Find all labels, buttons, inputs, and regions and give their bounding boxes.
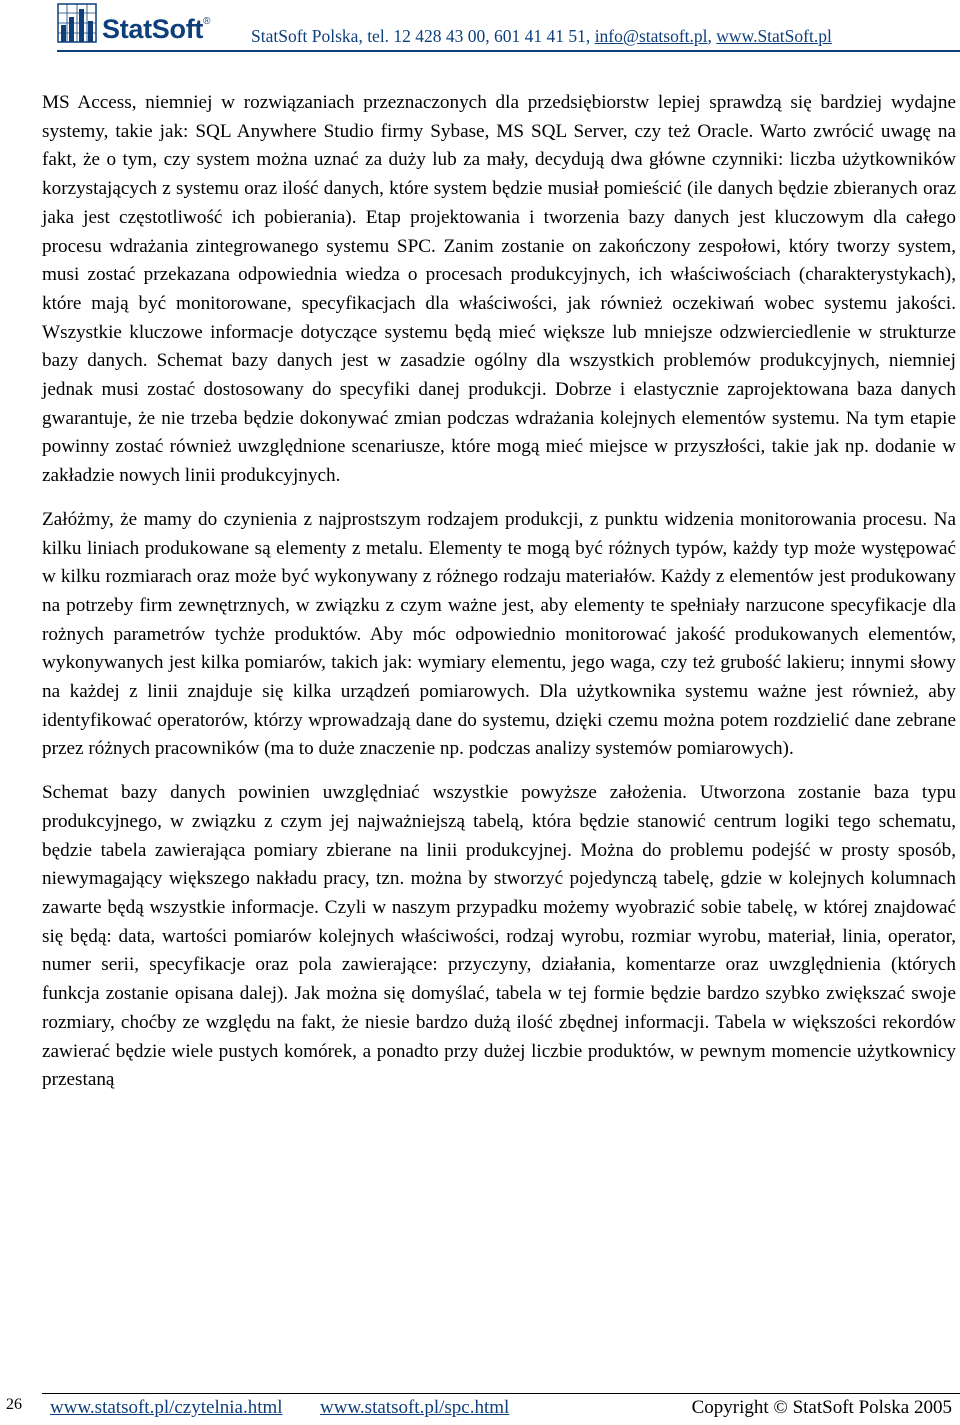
statsoft-logo-icon xyxy=(57,3,97,43)
header-phone-text: StatSoft Polska, tel. 12 428 43 00, 601 41 41 51, xyxy=(251,26,595,46)
page-number: 26 xyxy=(6,1396,22,1413)
brand-name: StatSoft® xyxy=(102,14,211,44)
header-email-link[interactable]: info@statsoft.pl xyxy=(594,26,708,46)
footer-link-spc[interactable]: www.statsoft.pl/spc.html xyxy=(320,1397,510,1418)
article-body xyxy=(42,89,956,1110)
paragraph: MS Access, niemniej w rozwiązaniach przeznaczonych dla przedsiębiorstw lepiej sprawdzą się bardziej wydajne systemy, takie jak: SQL Anywhere Studio firmy Sybase, MS SQL Server, czy też Oracle. Warto zwrócić uwagę na fakt, że o tym, czy system można uznać za duży lub za mały, decydują dwa główne czynniki: liczba użytkowników korzystających z systemu oraz ilość danych, które system będzie musiał pomieścić (ile danych będzie zbieranych oraz jaka jest częstotliwość ich pobierania). Etap projektowania i tworzenia bazy danych jest kluczowym dla całego procesu wdrażania zintegrowanego systemu SPC. Zanim zostanie on zakończony zespołowi, który tworzy system, musi zostać przekazana odpowiednia wiedza o procesach produkcyjnych, ich właściwościach (charakterystykach), które mają być monitorowane, specyfikacjach dla właściwości, jak również oczekiwań wobec systemu jakości. Wszystkie kluczowe informacje dotyczące systemu będą mieć większe lub mniejsze odzwierciedlenie w strukturze bazy danych. Schemat bazy danych jest w zasadzie ogólny dla wszystkich problemów produkcyjnych, niemniej jednak musi zostać dostosowany do specyfiki danej produkcji. Dobrze i elastycznie zaprojektowana baza danych gwarantuje, że nie trzeba będzie dokonywać zmian podczas wdrażania kolejnych elementów systemu. Na tym etapie powinny zostać również uwzględnione scenariusze, które mogą mieć miejsce w przyszłości, takie jak np. dodanie w zakładzie nowych linii produkcyjnych. xyxy=(42,92,956,487)
paragraph: Załóżmy, że mamy do czynienia z najprostszym rodzajem produkcji, z punktu widzenia monitorowania procesu. Na kilku liniach produkowane są elementy z metalu. Elementy te mogą być różnych typów, każdy typ może występować w kilku rozmiarach oraz może być wykonywany z różnego rodzaju materiałów. Każdy z elementów jest produkowany na potrzeby firm zewnętrznych, w związku z czym ważne jest, aby elementy te spełniały narzucone specyfikacje dla rożnych parametrów tychże produktów. Aby móc odpowiednio monitorować jakość produkowanych elementów, wykonywanych jest kilka pomiarów, takich jak: wymiary elementu, jego waga, czy też grubość lakieru; innymi słowy na każdej z linii znajduje się kilka urządzeń pomiarowych. Dla użytkownika systemu ważne jest również, aby identyfikować operatorów, którzy wprowadzają dane do systemu, dzięki czemu można potem rozdzielić dane zebrane przez różnych pracowników (ma to duże znaczenie np. podczas analizy systemów pomiarowych). xyxy=(42,508,956,760)
page-footer xyxy=(0,1390,960,1425)
footer-link-czytelnia[interactable]: www.statsoft.pl/czytelnia.html xyxy=(50,1397,283,1418)
header-website-link[interactable]: www.StatSoft.pl xyxy=(716,26,832,46)
copyright-notice: Copyright © StatSoft Polska 2005 xyxy=(691,1397,952,1418)
header-contact: StatSoft Polska, tel. 12 428 43 00, 601 41 41 51, info@statsoft.pl, www.StatSoft.pl xyxy=(251,26,832,46)
paragraph: Schemat bazy danych powinien uwzględniać wszystkie powyższe założenia. Utworzona zostanie baza typu produkcyjnego, w związku z czym jej najważniejszą tabelą, która będzie stanowić centrum logiki tego schematu, będzie tabela zawierająca pomiary zbierane na linii produkcyjnej. Można do problemu podejść w prosty sposób, niewymagający większego nakładu pracy, tzn. można by stworzyć pojedynczą tabelę, gdzie w kolejnych kolumnach zawarte będą wszystkie informacje. Czyli w naszym przypadku możemy wyobrazić sobie tabelę, w której znajdować się będą: data, wartości pomiarów kolejnych właściwości, rodzaj wyrobu, rozmiar wyrobu, materiał, linia, operator, numer serii, specyfikacje oraz pola zawierające: przyczyny, działania, komentarze oraz uwzględnienia (których funkcja zostanie opisana dalej). Jak można się domyślać, tabela w tej formie będzie bardzo szybko zwiększać swoje rozmiary, choćby ze względu na fakt, że niesie bardzo dużą ilość zbędnej informacji. Tabela w większości rekordów zawierać będzie wiele pustych komórek, a ponadto przy dużej liczbie produktów, w pewnym momencie użytkownicy przestaną xyxy=(42,782,956,1091)
page-header xyxy=(0,0,960,56)
footer-divider xyxy=(42,1393,960,1394)
header-divider xyxy=(57,50,960,52)
